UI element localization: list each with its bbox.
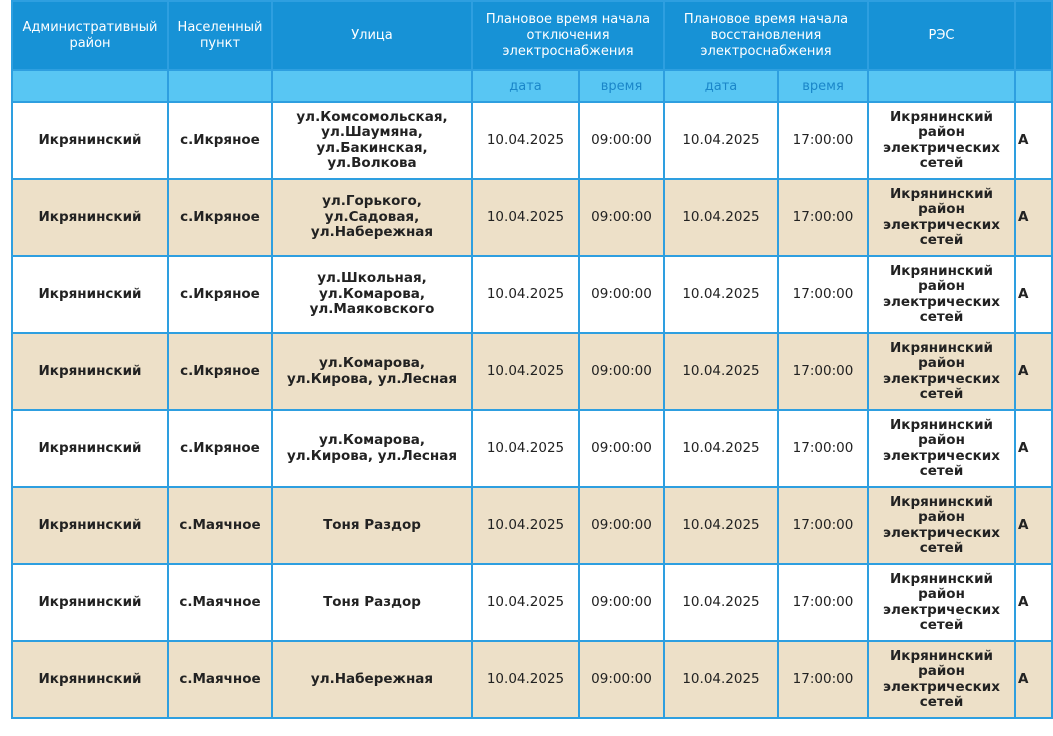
subheader-empty (1015, 70, 1052, 102)
cell-on-date: 10.04.2025 (664, 333, 778, 410)
cell-on-time: 17:00:00 (778, 102, 868, 179)
cell-off-date: 10.04.2025 (472, 641, 579, 718)
cell-settlement: с.Икряное (168, 102, 272, 179)
cell-off-date: 10.04.2025 (472, 410, 579, 487)
table-row[interactable] (12, 256, 1052, 333)
cell-off-time: 09:00:00 (579, 564, 664, 641)
cell-truncated: А (1015, 410, 1052, 487)
cell-off-date: 10.04.2025 (472, 333, 579, 410)
table-row[interactable] (12, 179, 1052, 256)
cell-res: Икрянинский район электрических сетей (868, 410, 1015, 487)
cell-off-time: 09:00:00 (579, 179, 664, 256)
cell-res: Икрянинский район электрических сетей (868, 256, 1015, 333)
cell-settlement: с.Икряное (168, 179, 272, 256)
cell-off-date: 10.04.2025 (472, 179, 579, 256)
cell-district: Икрянинский (12, 410, 168, 487)
table-header (12, 1, 1052, 102)
cell-district: Икрянинский (12, 179, 168, 256)
cell-district: Икрянинский (12, 641, 168, 718)
cell-truncated: А (1015, 333, 1052, 410)
cell-district: Икрянинский (12, 102, 168, 179)
subheader-off-date: дата (472, 70, 579, 102)
cell-res: Икрянинский район электрических сетей (868, 564, 1015, 641)
cell-settlement: с.Икряное (168, 333, 272, 410)
cell-truncated: А (1015, 564, 1052, 641)
cell-res: Икрянинский район электрических сетей (868, 179, 1015, 256)
subheader-row (12, 70, 1052, 102)
cell-street: Тоня Раздор (272, 564, 472, 641)
outage-schedule-table (11, 0, 1053, 719)
header-extra (1015, 1, 1052, 70)
cell-truncated: А (1015, 102, 1052, 179)
cell-truncated: А (1015, 487, 1052, 564)
cell-on-date: 10.04.2025 (664, 641, 778, 718)
cell-on-time: 17:00:00 (778, 179, 868, 256)
subheader-on-time: время (778, 70, 868, 102)
cell-settlement: с.Маячное (168, 564, 272, 641)
table-row[interactable] (12, 641, 1052, 718)
cell-off-time: 09:00:00 (579, 102, 664, 179)
table-row[interactable] (12, 564, 1052, 641)
subheader-empty (272, 70, 472, 102)
table-row[interactable] (12, 487, 1052, 564)
cell-on-time: 17:00:00 (778, 564, 868, 641)
cell-off-time: 09:00:00 (579, 256, 664, 333)
cell-off-time: 09:00:00 (579, 410, 664, 487)
table-row[interactable] (12, 102, 1052, 179)
header-off-group[interactable]: Плановое время начала отключения электроснабжения (472, 1, 664, 70)
cell-res: Икрянинский район электрических сетей (868, 102, 1015, 179)
cell-street: ул.Комарова, ул.Кирова, ул.Лесная (272, 410, 472, 487)
subheader-empty (12, 70, 168, 102)
cell-off-time: 09:00:00 (579, 487, 664, 564)
cell-off-time: 09:00:00 (579, 333, 664, 410)
subheader-on-date: дата (664, 70, 778, 102)
cell-district: Икрянинский (12, 487, 168, 564)
cell-truncated: А (1015, 641, 1052, 718)
cell-settlement: с.Икряное (168, 410, 272, 487)
cell-street: ул.Набережная (272, 641, 472, 718)
header-district[interactable]: Административный район (12, 1, 168, 70)
header-on-group[interactable]: Плановое время начала восстановления электроснабжения (664, 1, 868, 70)
table-body (12, 102, 1052, 718)
cell-truncated: А (1015, 179, 1052, 256)
cell-res: Икрянинский район электрических сетей (868, 487, 1015, 564)
cell-on-time: 17:00:00 (778, 256, 868, 333)
cell-off-date: 10.04.2025 (472, 256, 579, 333)
cell-street: Тоня Раздор (272, 487, 472, 564)
cell-settlement: с.Маячное (168, 487, 272, 564)
cell-on-date: 10.04.2025 (664, 256, 778, 333)
cell-off-date: 10.04.2025 (472, 102, 579, 179)
cell-on-time: 17:00:00 (778, 487, 868, 564)
cell-street: ул.Школьная, ул.Комарова, ул.Маяковского (272, 256, 472, 333)
cell-on-time: 17:00:00 (778, 410, 868, 487)
subheader-empty (168, 70, 272, 102)
cell-district: Икрянинский (12, 333, 168, 410)
table-row[interactable] (12, 333, 1052, 410)
cell-street: ул.Комсомольская, ул.Шаумяна, ул.Бакинская, ул.Волкова (272, 102, 472, 179)
header-row (12, 1, 1052, 70)
cell-res: Икрянинский район электрических сетей (868, 333, 1015, 410)
cell-on-date: 10.04.2025 (664, 410, 778, 487)
cell-off-date: 10.04.2025 (472, 487, 579, 564)
cell-on-time: 17:00:00 (778, 333, 868, 410)
cell-off-time: 09:00:00 (579, 641, 664, 718)
cell-on-date: 10.04.2025 (664, 564, 778, 641)
cell-settlement: с.Маячное (168, 641, 272, 718)
table-row[interactable] (12, 410, 1052, 487)
header-settlement[interactable]: Населенный пункт (168, 1, 272, 70)
cell-truncated: А (1015, 256, 1052, 333)
subheader-empty (868, 70, 1015, 102)
cell-on-date: 10.04.2025 (664, 179, 778, 256)
cell-district: Икрянинский (12, 564, 168, 641)
header-res[interactable]: РЭС (868, 1, 1015, 70)
header-street[interactable]: Улица (272, 1, 472, 70)
cell-on-date: 10.04.2025 (664, 487, 778, 564)
cell-off-date: 10.04.2025 (472, 564, 579, 641)
cell-settlement: с.Икряное (168, 256, 272, 333)
cell-on-date: 10.04.2025 (664, 102, 778, 179)
cell-on-time: 17:00:00 (778, 641, 868, 718)
cell-res: Икрянинский район электрических сетей (868, 641, 1015, 718)
cell-street: ул.Комарова, ул.Кирова, ул.Лесная (272, 333, 472, 410)
cell-district: Икрянинский (12, 256, 168, 333)
subheader-off-time: время (579, 70, 664, 102)
cell-street: ул.Горького, ул.Садовая, ул.Набережная (272, 179, 472, 256)
